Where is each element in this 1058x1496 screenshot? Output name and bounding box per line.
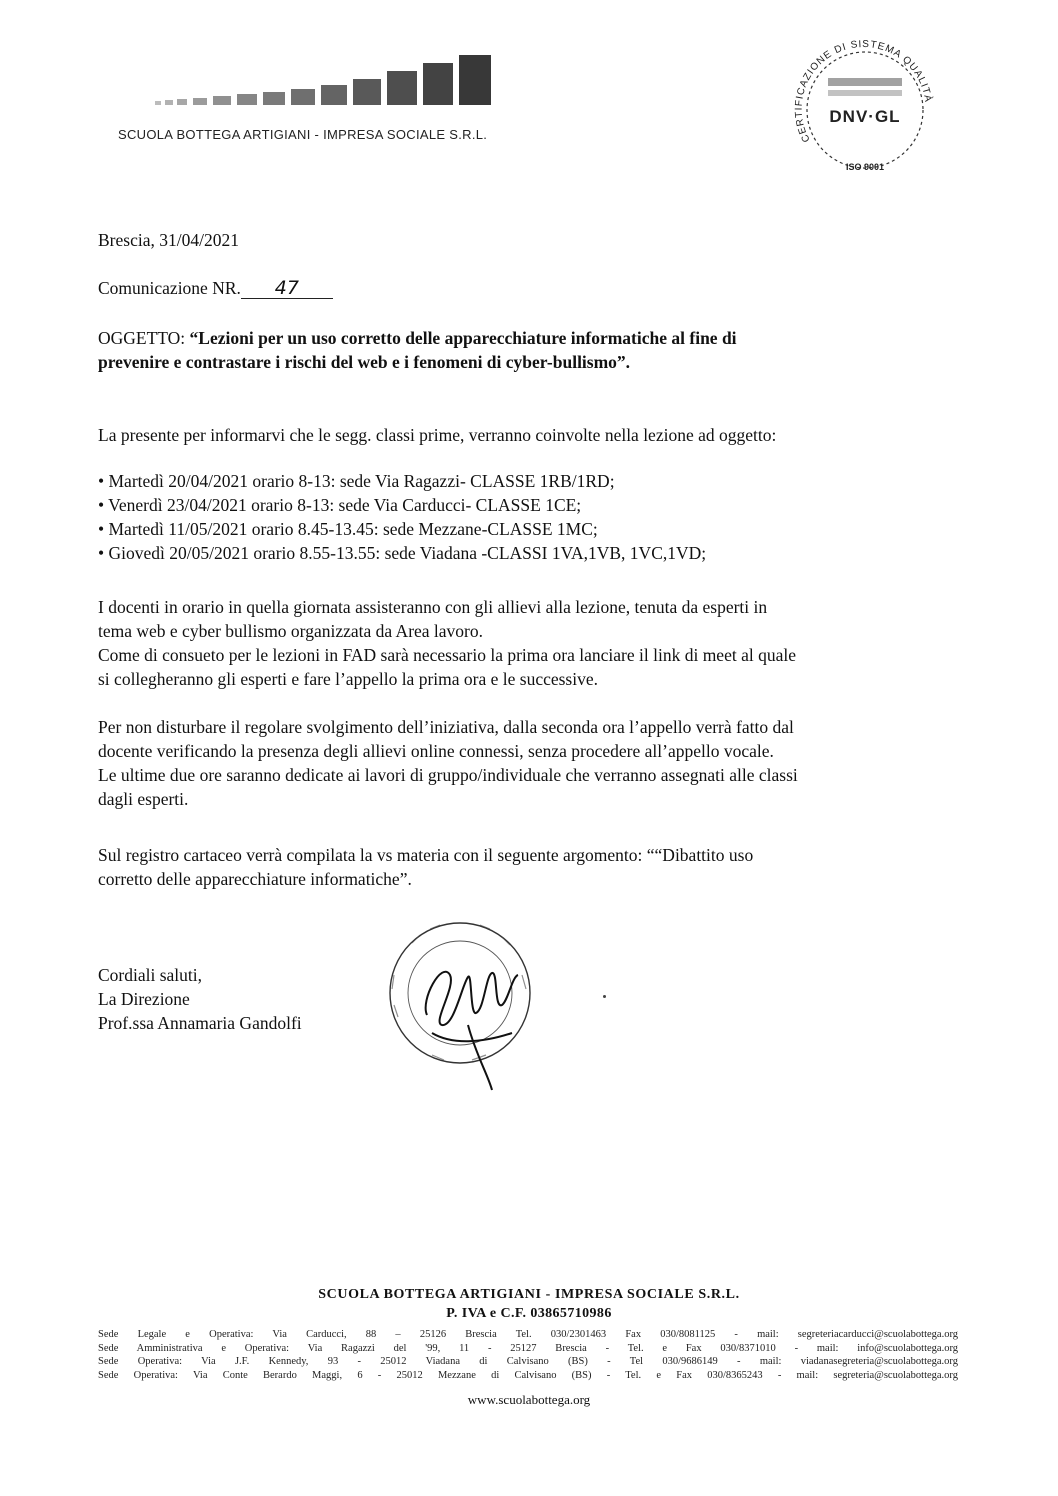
schedule-item: • Giovedì 20/05/2021 orario 8.55-13.55: sede Viadana -CLASSI 1VA,1VB, 1VC,1VD; bbox=[98, 543, 707, 563]
footer-office-line: Sede Legale e Operativa: Via Carducci, 88 – 25126 Brescia Tel. 030/2301463 Fax 030/8081125 - mail: segreteriacarducci@scuolabottega.org bbox=[98, 1329, 958, 1340]
paragraph-teachers bbox=[98, 595, 978, 691]
paragraph-line: dagli esperti. bbox=[98, 789, 189, 809]
school-stamp-with-signature bbox=[372, 905, 562, 1095]
footer-office-line: Sede Amministrativa e Operativa: Via Ragazzi del '99, 11 - 25127 Brescia - Tel. e Fax 030/8371010 - mail: info@scuolabottega.org bbox=[98, 1342, 958, 1354]
closing-office: La Direzione bbox=[98, 989, 190, 1009]
footer-company: SCUOLA BOTTEGA ARTIGIANI - IMPRESA SOCIALE S.R.L. bbox=[318, 1287, 740, 1302]
paragraph-attendance bbox=[98, 715, 978, 811]
seal-ring-text: CERTIFICAZIONE DI SISTEMA QUALITÀ bbox=[793, 38, 934, 144]
subject-line-2: prevenire e contrastare i rischi del web e i fenomeni di cyber-bullismo”. bbox=[98, 352, 631, 372]
schedule-item: • Martedì 11/05/2021 orario 8.45-13.45: sede Mezzane-CLASSE 1MC; bbox=[98, 519, 598, 539]
closing-signatory: Prof.ssa Annamaria Gandolfi bbox=[98, 1013, 302, 1033]
footer-website: www.scuolabottega.org bbox=[467, 1392, 591, 1407]
paragraph-line: tema web e cyber bullismo organizzata da Area lavoro. bbox=[98, 621, 484, 641]
subject-label: OGGETTO: bbox=[98, 328, 190, 348]
paragraph-line: Le ultime due ore saranno dedicate ai lavori di gruppo/individuale che verranno assegnati alle classi bbox=[98, 765, 798, 785]
footer-office-line: Sede Operativa: Via J.F. Kennedy, 93 - 25012 Viadana di Calvisano (BS) - Tel 030/9686149 - mail: viadanasegreteria@scuolabottega.org bbox=[98, 1356, 958, 1367]
seal-standard: ISO 9001 bbox=[845, 162, 885, 172]
schedule-item: • Venerdì 23/04/2021 orario 8-13: sede Via Carducci- CLASSE 1CE; bbox=[98, 495, 582, 515]
footer-office-line: Sede Operativa: Via Conte Berardo Maggi, 6 - 25012 Mezzane di Calvisano (BS) - Tel. e Fax 030/8365243 - mail: segreteria@scuolabottega.org bbox=[98, 1369, 958, 1381]
closing-block bbox=[98, 963, 302, 1035]
paragraph-line: Come di consueto per le lezioni in FAD sarà necessario la prima ora lanciare il link di meet al quale bbox=[98, 645, 796, 665]
subject-block bbox=[98, 326, 958, 374]
closing-greeting: Cordiali saluti, bbox=[98, 965, 203, 985]
schedule-list bbox=[98, 469, 978, 565]
intro-text: La presente per informarvi che le segg. classi prime, verranno coinvolte nella lezione ad oggetto: bbox=[98, 425, 777, 445]
paragraph-line: Per non disturbare il regolare svolgimento dell’iniziativa, dalla seconda ora l’appello verrà fatto dal bbox=[98, 717, 794, 737]
quality-certification-seal bbox=[770, 20, 952, 180]
paragraph-line: corretto delle apparecchiature informatiche”. bbox=[98, 869, 412, 889]
paragraph-line: si collegheranno gli esperti e fare l’appello la prima ora e le successive. bbox=[98, 669, 598, 689]
stray-dot bbox=[603, 995, 606, 998]
communication-number: 47 bbox=[241, 278, 333, 299]
communication-label: Comunicazione NR. bbox=[98, 278, 241, 298]
paragraph-register bbox=[98, 843, 978, 891]
logo-caption: SCUOLA BOTTEGA ARTIGIANI - IMPRESA SOCIALE S.R.L. bbox=[118, 127, 488, 142]
paragraph-line: docente verificando la presenza degli allievi online connessi, senza procedere all’appello vocale. bbox=[98, 741, 774, 761]
paragraph-line: Sul registro cartaceo verrà compilata la vs materia con il seguente argomento: ““Dibattito uso bbox=[98, 845, 754, 865]
subject-line-1: “Lezioni per un uso corretto delle apparecchiature informatiche al fine di bbox=[189, 328, 737, 348]
communication-number-line bbox=[98, 276, 333, 300]
schedule-item: • Martedì 20/04/2021 orario 8-13: sede Via Ragazzi- CLASSE 1RB/1RD; bbox=[98, 471, 615, 491]
footer-offices bbox=[98, 1328, 958, 1382]
school-logo bbox=[155, 55, 515, 111]
seal-brand: DNV·GL bbox=[829, 107, 901, 126]
letter-date: Brescia, 31/04/2021 bbox=[98, 230, 239, 250]
footer-vat: P. IVA e C.F. 03865710986 bbox=[446, 1306, 612, 1321]
paragraph-line: I docenti in orario in quella giornata assisteranno con gli allievi alla lezione, tenuta da esperti in bbox=[98, 597, 768, 617]
